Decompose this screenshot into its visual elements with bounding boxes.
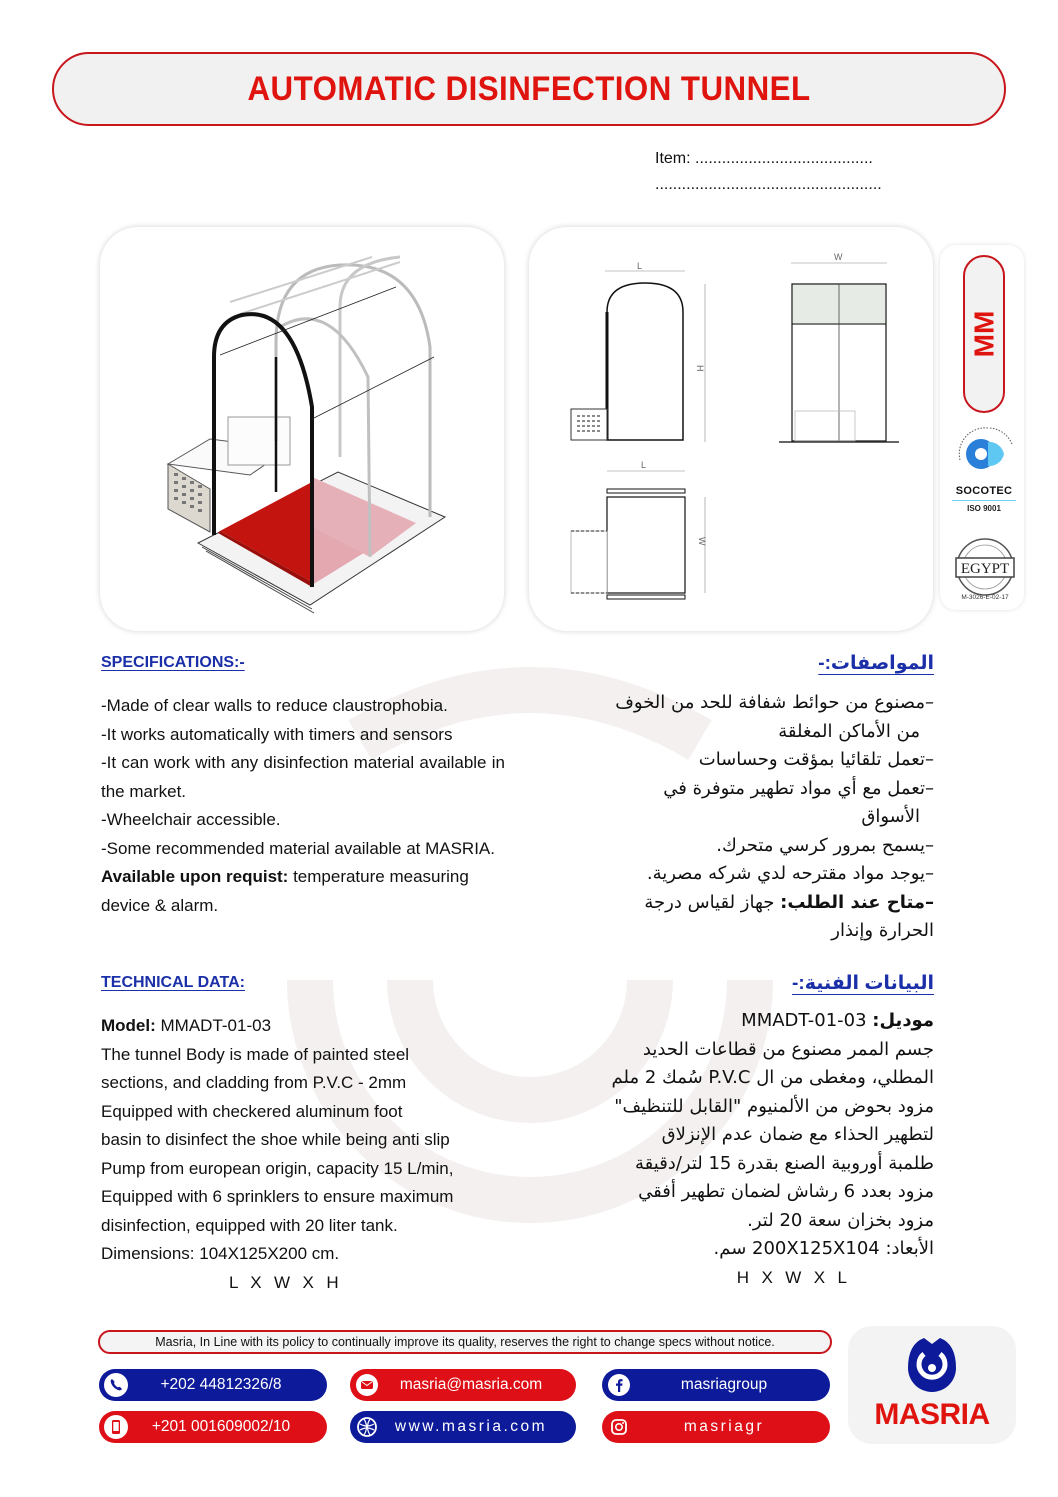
masria-wordmark: MASRIA xyxy=(874,1398,990,1431)
made-in-egypt-seal xyxy=(948,535,1022,601)
item-label: Item: xyxy=(655,150,691,167)
model-value: MMADT-01-03 xyxy=(155,1016,272,1035)
facebook-text: masriagroup xyxy=(680,1376,768,1393)
tech-line: sections, and cladding from P.V.C - 2mm xyxy=(101,1073,407,1092)
socotec-certification xyxy=(948,420,1020,516)
tech-line-ar: طلمبة أوروبية الصنع بقدرة 15 لتر/دقيقة xyxy=(635,1152,934,1174)
dimensions-key: L X W X H xyxy=(229,1272,340,1292)
mobile-text: +201 001609002/10 xyxy=(151,1418,291,1435)
egypt-seal-icon xyxy=(948,535,1022,601)
spec-item: -Some recommended material available at MASRIA. xyxy=(101,838,495,858)
iso-label: ISO 9001 xyxy=(967,504,1001,513)
website-text: www.masria.com xyxy=(394,1418,548,1435)
spec-available xyxy=(101,863,505,920)
svg-text:L: L xyxy=(637,261,643,271)
email-icon xyxy=(354,1372,380,1398)
divider xyxy=(952,500,1016,501)
spec-item: -It works automatically with timers and sensors xyxy=(101,724,453,744)
tech-line-ar: مزود بحوض من الألمنيوم "القابل للتنظيف" xyxy=(614,1095,934,1117)
facebook-icon xyxy=(606,1372,632,1398)
instagram-text: masriagr xyxy=(683,1418,765,1435)
tech-line: Pump from european origin, capacity 15 L/min, xyxy=(101,1158,454,1178)
email-link[interactable] xyxy=(350,1369,576,1401)
tech-line: The tunnel Body is made of painted steel xyxy=(101,1044,410,1064)
egypt-seal-code: M-3026-E-02-17 xyxy=(961,594,1009,601)
specifications-ar xyxy=(528,652,934,946)
spec-item-ar: –تعمل تلقائيا بمؤقت وحساسات xyxy=(698,749,934,770)
tech-line-ar: جسم الممر مصنوع من قطاعات الحديد xyxy=(642,1038,934,1060)
svg-text:H: H xyxy=(695,365,705,372)
tech-line-ar: مزود بخزان سعة 20 لتر. xyxy=(747,1209,934,1231)
socotec-name: SOCOTEC xyxy=(955,485,1013,497)
spec-item-ar: –مصنوع من حوائط شفافة للحد من الخوف xyxy=(615,692,934,713)
model-value-ar: MMADT-01-03 xyxy=(741,1010,873,1031)
orthographic-drawings xyxy=(529,227,933,631)
spec-item: -Wheelchair accessible. xyxy=(101,810,281,829)
svg-text:L: L xyxy=(641,460,647,470)
tech-line-ar: المطلي، ومغطى من ال P.V.C سُمك 2 ملم xyxy=(611,1067,934,1088)
dimensions-line-ar: الأبعاد: 200X125X104 سم. xyxy=(713,1238,934,1259)
specifications-list xyxy=(101,692,505,920)
globe-icon xyxy=(354,1414,380,1440)
tech-line: Equipped with 6 sprinklers to ensure maximum xyxy=(101,1187,454,1206)
facebook-link[interactable] xyxy=(602,1369,830,1401)
spec-item-ar: –يوجد مواد مقترحه لدي شركه مصرية. xyxy=(646,863,934,884)
specifications-list-ar xyxy=(528,689,934,946)
dimensions-key-ar: H X W X L xyxy=(736,1267,848,1287)
mm-badge-label: MM xyxy=(968,310,999,358)
dimensions-line: Dimensions: 104X125X200 cm. xyxy=(101,1244,340,1263)
spec-item: -Made of clear walls to reduce claustrophobia. xyxy=(101,696,448,715)
technical-heading: TECHNICAL DATA: xyxy=(101,974,245,991)
spec-item-ar: من الأماكن المغلقة xyxy=(778,720,920,742)
title-banner xyxy=(52,52,1006,126)
spec-available-ar xyxy=(528,889,934,918)
specifications-heading-ar: المواصفات:- xyxy=(818,653,934,674)
tech-line-ar: مزود بعدد 6 رشاش لضمان تطهير أفقي xyxy=(638,1181,934,1202)
spec-item-ar: –يسمح بمرور كرسي متحرك. xyxy=(716,834,934,856)
tech-line: disinfection, equipped with 20 liter tank. xyxy=(101,1215,398,1235)
mm-badge xyxy=(963,255,1005,413)
masria-logo xyxy=(848,1326,1016,1444)
mobile-icon xyxy=(103,1414,129,1440)
phone-link[interactable] xyxy=(99,1369,327,1401)
spec-available-label: Available upon requist: xyxy=(101,867,289,886)
technical-list xyxy=(101,1012,511,1297)
spec-available-text: temperature measuring device & alarm. xyxy=(101,867,469,915)
phone-text: +202 44812326/8 xyxy=(160,1376,282,1393)
instagram-icon xyxy=(606,1414,632,1440)
tech-line: Equipped with checkered aluminum foot xyxy=(101,1101,403,1121)
model-label-ar: موديل: xyxy=(872,1010,934,1031)
phone-icon xyxy=(103,1372,129,1398)
mobile-link[interactable] xyxy=(99,1411,327,1443)
svg-text:W: W xyxy=(697,537,707,546)
item-field xyxy=(655,150,873,168)
model-label: Model: xyxy=(101,1016,156,1035)
specifications-heading: SPECIFICATIONS:- xyxy=(101,654,245,671)
item-value: ........................................ xyxy=(695,150,873,167)
tech-line-ar: لتطهير الحذاء مع ضمان عدم الإنزلاق xyxy=(661,1124,934,1145)
instagram-link[interactable] xyxy=(602,1411,830,1443)
model-line-ar xyxy=(528,1007,934,1036)
egypt-seal-text: EGYPT xyxy=(960,561,1010,577)
spec-available-label-ar: –متاح عند الطلب: xyxy=(780,891,934,913)
technical-list-ar xyxy=(528,1007,934,1292)
spec-available-text2-ar: الحرارة وإنذار xyxy=(831,920,934,941)
email-text: masria@masria.com xyxy=(399,1376,543,1393)
socotec-logo-icon xyxy=(948,420,1020,478)
model-line xyxy=(101,1012,511,1041)
website-link[interactable] xyxy=(350,1411,576,1443)
technical-data-en xyxy=(101,974,511,1297)
technical-heading-ar: البيانات الفنية:- xyxy=(792,973,934,994)
technical-drawings-card xyxy=(529,227,933,631)
spec-item: -It can work with any disinfection material available in the market. xyxy=(101,753,505,801)
item-field-line2: ................................................... xyxy=(655,176,882,193)
spec-item-ar: الأسواق xyxy=(861,806,920,827)
svg-text:W: W xyxy=(834,252,843,262)
technical-data-ar xyxy=(528,972,934,1292)
tunnel-isometric-drawing xyxy=(100,227,504,631)
tech-line: basin to disinfect the shoe while being anti slip xyxy=(101,1130,450,1149)
spec-item-ar: –تعمل مع أي مواد تطهير متوفرة في xyxy=(663,777,934,799)
masria-emblem-icon xyxy=(904,1338,960,1396)
page-title: AUTOMATIC DISINFECTION TUNNEL xyxy=(247,69,811,108)
specifications-en xyxy=(101,654,505,920)
policy-notice: Masria, In Line with its policy to continually improve its quality, reserves the right to change specs without notice. xyxy=(98,1330,832,1354)
spec-available-text-ar: جهاز لقياس درجة xyxy=(644,891,781,913)
isometric-image-card xyxy=(100,227,504,631)
